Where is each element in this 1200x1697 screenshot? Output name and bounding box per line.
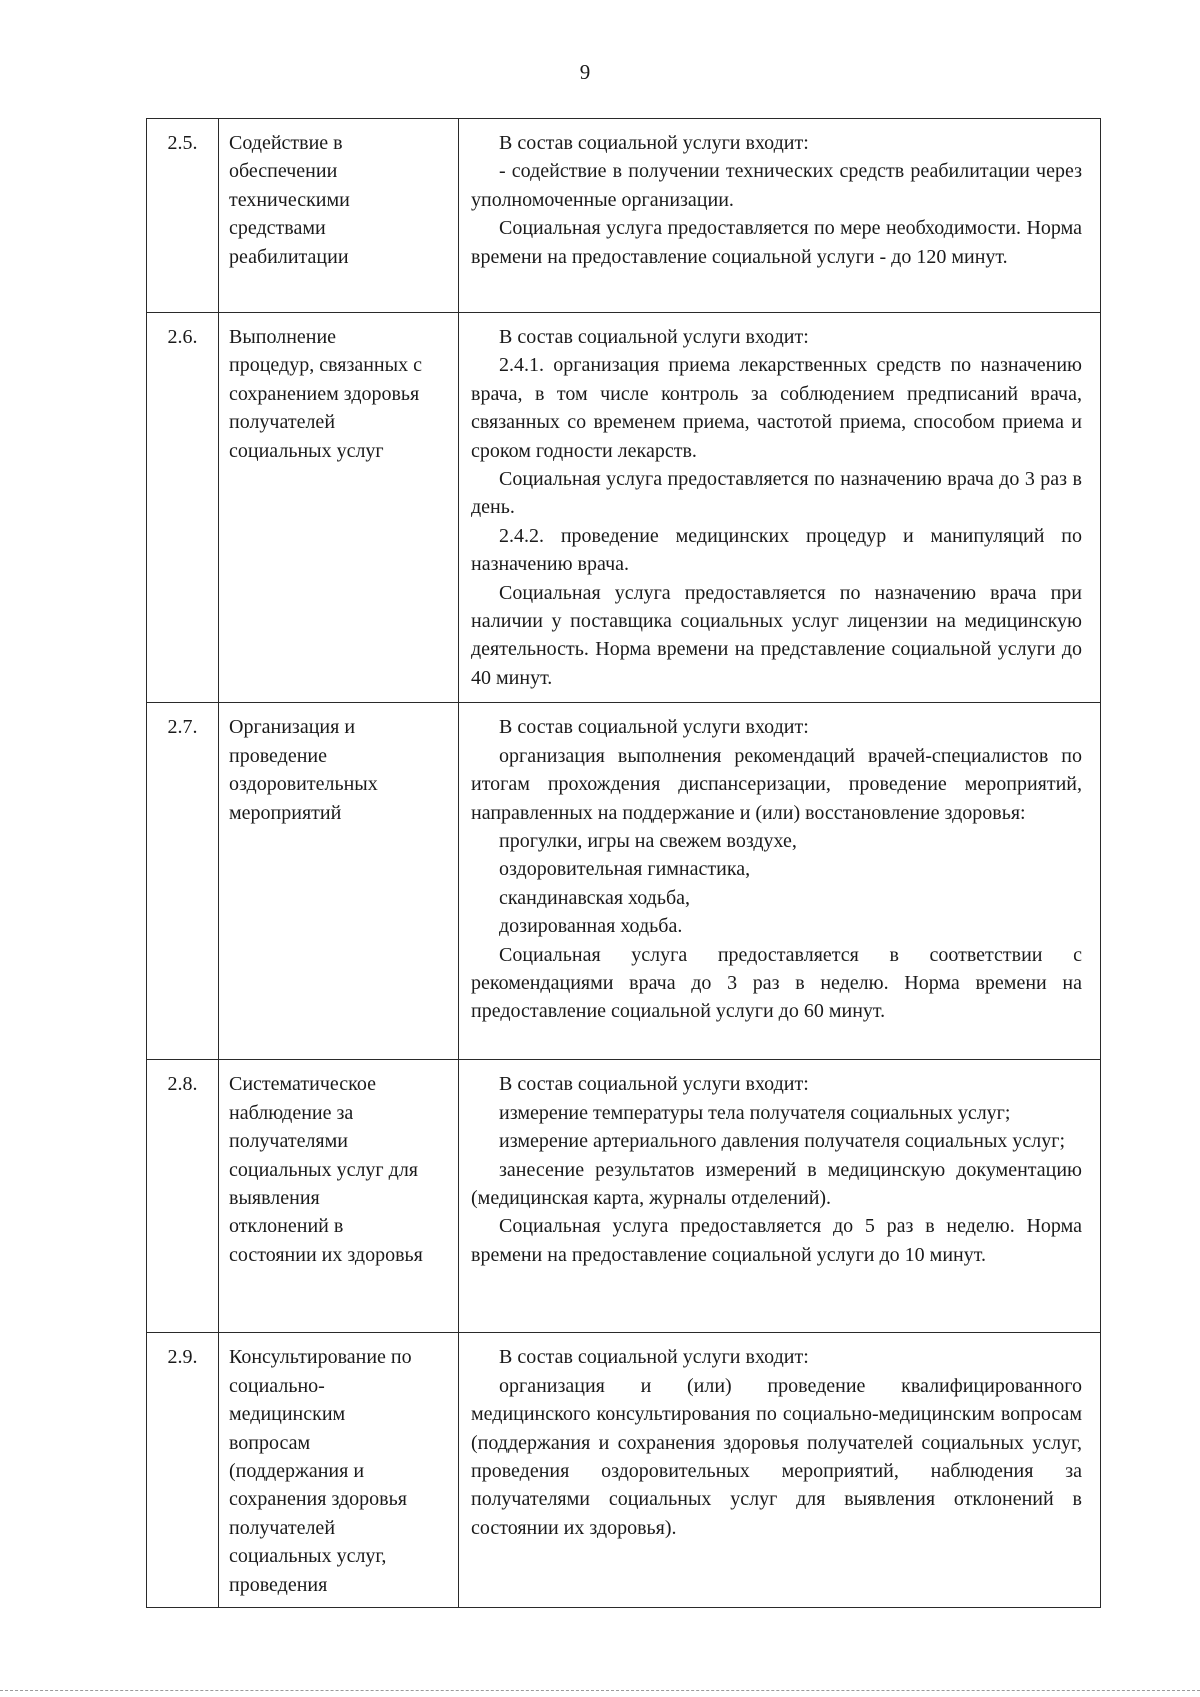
description-paragraph: В состав социальной услуги входит: [499,1073,809,1096]
row-number: 2.5. [147,119,219,313]
service-name-line: обеспечении [229,160,338,183]
service-name-line: Консультирование по [229,1346,412,1369]
description-paragraph: организация выполнения рекомендаций врачей-специалистов по итогам прохождения диспансеризации, проведение мероприятий, направленных на поддержание и (или) восстановление здоровья: [471,744,1082,824]
service-name-line: сохранением здоровья [229,382,420,405]
service-name-line: получателей [229,1516,336,1539]
service-name-line: реабилитации [229,245,349,268]
service-name-line: социальных услуг для [229,1158,418,1181]
description-paragraph: 2.4.1. организация приема лекарственных средств по назначению врача, в том числе контроль за соблюдением предписаний врача, связанных со временем приема, частотой приема, способом приема и сроком годности лекарств. [471,354,1082,462]
service-name [219,1060,459,1333]
list-item: оздоровительная гимнастика, [499,858,751,881]
table-row [147,313,1101,703]
description-paragraph: Социальная услуга предоставляется до 5 раз в неделю. Норма времени на предоставление социальной услуги до 10 минут. [471,1215,1082,1266]
description-paragraph: В состав социальной услуги входит: [499,326,809,348]
service-name-line: наблюдение за [229,1101,354,1124]
service-name-line: социальных услуг [229,439,384,462]
description-paragraph: В состав социальной услуги входит: [499,716,809,739]
service-name-line: процедур, связанных с [229,354,422,377]
service-name-line: техническими [229,188,350,211]
service-name [219,119,459,313]
row-number: 2.8. [147,1060,219,1333]
description-paragraph: В состав социальной услуги входит: [499,132,809,154]
description-paragraph: Социальная услуга предоставляется в соответствии с рекомендациями врача до 3 раз в неделю. Норма времени на предоставление социальной услуги до 60 минут. [471,943,1082,1023]
row-number: 2.9. [147,1333,219,1608]
service-name-line: (поддержания и [229,1459,365,1482]
description-paragraph: занесение результатов измерений в медицинскую документацию (медицинская карта, журналы отделений). [471,1158,1082,1209]
description-paragraph: - содействие в получении технических средств реабилитации через уполномоченные организации. [471,160,1082,211]
row-number: 2.7. [147,703,219,1060]
service-name-line: Систематическое [229,1073,376,1096]
service-description [459,703,1101,1060]
service-name-line: сохранения здоровья [229,1488,407,1511]
service-name-line: медицинским [229,1403,346,1426]
service-name [219,1333,459,1608]
service-name-line: получателями [229,1130,348,1153]
services-table [146,118,1101,1608]
service-name-line: Выполнение [229,326,337,348]
description-paragraph: измерение артериального давления получателя социальных услуг; [499,1130,1066,1153]
service-name-line: проведение [229,744,327,767]
service-name-line: социально- [229,1374,325,1397]
description-paragraph: В состав социальной услуги входит: [499,1346,809,1369]
service-name-line: мероприятий [229,801,342,824]
service-name-line: средствами [229,217,326,240]
row-number: 2.6. [147,313,219,703]
service-name [219,313,459,703]
scan-edge-divider [0,1690,1200,1694]
table-row [147,1333,1101,1608]
page-number: 9 [579,60,591,84]
service-name-line: отклонений в [229,1215,344,1238]
service-description [459,1333,1101,1608]
table-row [147,1060,1101,1333]
list-item: дозированная ходьба. [499,915,683,938]
service-name-line: Организация и [229,716,356,739]
service-name-line: вопросам [229,1431,311,1454]
service-name-line: оздоровительных [229,773,378,796]
table-row [147,703,1101,1060]
list-item: скандинавская ходьба, [499,886,691,909]
service-description [459,1060,1101,1333]
description-paragraph: организация и (или) проведение квалифицированного медицинского консультирования по социально-медицинским вопросам (поддержания и сохранения здоровья получателей социальных услуг, проведения оздоровительных мероприятий, наблюдения за получателями социальных услуг для выявления отклонений в состоянии их здоровья). [471,1374,1082,1539]
service-description [459,119,1101,313]
service-description [459,313,1101,703]
description-paragraph: 2.4.2. проведение медицинских процедур и манипуляций по назначению врача. [471,524,1082,576]
service-name-line: проведения [229,1573,328,1596]
service-name-line: выявления [229,1186,320,1209]
service-name-line: социальных услуг, [229,1545,387,1568]
table-row [147,119,1101,313]
description-paragraph: измерение температуры тела получателя социальных услуг; [499,1101,1011,1124]
service-name-line: получателей [229,411,336,434]
description-paragraph: Социальная услуга предоставляется по назначению врача при наличии у поставщика социальных услуг лицензии на медицинскую деятельность. Норма времени на представление социальной услуги до 40 минут. [471,581,1082,689]
service-name [219,703,459,1060]
description-paragraph: Социальная услуга предоставляется по мере необходимости. Норма времени на предоставление социальной услуги - до 120 минут. [471,217,1082,268]
list-item: прогулки, игры на свежем воздухе, [499,829,797,852]
service-name-line: Содействие в [229,132,343,154]
service-name-line: состоянии их здоровья [229,1243,423,1266]
description-paragraph: Социальная услуга предоставляется по назначению врача до 3 раз в день. [471,468,1082,519]
